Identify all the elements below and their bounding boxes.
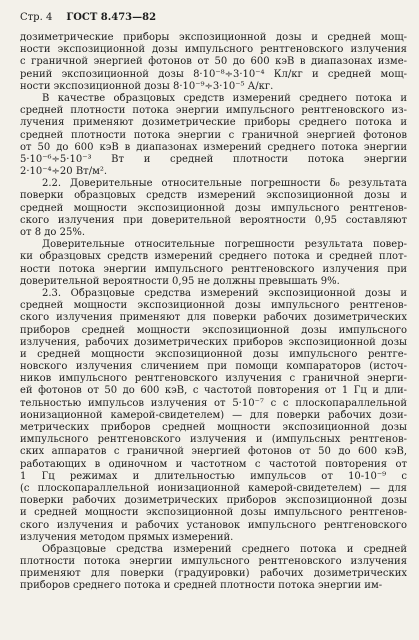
text-line: плотности потока энергии импульсного рентгеновского излучения: [20, 556, 407, 568]
text-line: тельностью импульсов излучения от 5·10⁻⁷ с с плоскопараллельной: [20, 397, 407, 409]
text-line: ников импульсного рентгеновского излучения с граничной энерги-: [20, 373, 407, 385]
text-line: средней мощности экспозиционной дозы импульсного рентгенов-: [20, 202, 407, 214]
text-line: приборов среднего потока и средней плотности потока энергии им-: [20, 580, 383, 592]
text-line: ности потока энергии импульсного рентгеновского излучения при: [20, 263, 407, 275]
text-line: ского излучения и рабочих установок импульсного рентгеновского: [20, 519, 407, 531]
text-line: В качестве образцовых средств измерений среднего потока и: [42, 92, 407, 104]
text-line: применяют для поверки (градуировки) рабочих дозиметрических: [20, 568, 407, 580]
paragraph: [20, 544, 407, 593]
paragraph: [20, 32, 407, 93]
text-line: 2.3. Образцовые средства измерений экспозиционной дозы и: [42, 287, 407, 299]
text-line: ского излучения при доверительной вероятности 0,95 составляют: [20, 214, 407, 226]
paragraph: [20, 93, 407, 178]
text-line: Доверительные относительные погрешности результата повер-: [42, 239, 407, 251]
text-line: ности экспозиционной дозы импульсного рентгеновского излучения: [20, 44, 407, 56]
page-header: [20, 12, 407, 24]
text-line: излучения, рабочих дозиметрических приборов экспозиционной дозы: [20, 336, 407, 348]
text-line: средней мощности экспозиционной дозы импульсного рентгенов-: [20, 300, 407, 312]
text-line: Образцовые средства измерений среднего потока и средней: [42, 543, 407, 555]
paragraph: [20, 178, 407, 239]
text-line: ей фотонов от 50 до 600 кэВ, с частотой повторения от 1 Гц и дли-: [20, 385, 407, 397]
text-line: рений экспозиционной дозы 8·10⁻⁸÷3·10⁻⁴ Кл/кг и средней мощ-: [20, 68, 407, 80]
document-body: [20, 32, 407, 593]
text-line: лучения применяют дозиметрические приборы среднего потока и: [20, 117, 407, 129]
text-line: 5·10⁻⁶÷5·10⁻³ Вт и средней плотности потока энергии: [20, 153, 407, 165]
text-line: ских аппаратов с граничной энергией фотонов от 50 до 600 кэВ,: [20, 446, 407, 458]
text-line: и средней мощности экспозиционной дозы импульсного рентгенов-: [20, 507, 407, 519]
text-line: импульсного рентгеновского излучения и (импульсных рентгенов-: [20, 434, 407, 446]
text-line: ки образцовых средств измерений среднего потока и средней плот-: [20, 251, 407, 263]
page-number-label: Стр. 4: [20, 12, 53, 23]
text-line: (с плоскопараллельной ионизационной камерой-свидетелем) — для: [20, 482, 407, 494]
text-line: от 50 до 600 кэВ в диапазонах измерений среднего потока энергии: [20, 141, 407, 153]
text-line: излучения методом прямых измерений.: [20, 531, 234, 543]
text-line: средней плотности потока энергии импульсного рентгеновского из-: [20, 105, 407, 117]
standard-designation: ГОСТ 8.473—82: [66, 12, 157, 23]
text-line: новского излучения сличением при помощи компараторов (источ-: [20, 361, 407, 373]
paragraph: [20, 239, 407, 288]
text-line: и средней мощности экспозиционной дозы импульсного рентге-: [20, 348, 407, 360]
text-line: ского излучения применяют для поверки рабочих дозиметрических: [20, 312, 407, 324]
text-line: 2.2. Доверительные относительные погрешности δ₀ результата: [42, 178, 407, 190]
text-line: дозиметрические приборы экспозиционной дозы и средней мощ-: [20, 32, 407, 43]
text-line: поверки рабочих дозиметрических приборов экспозиционной дозы: [20, 495, 407, 507]
text-line: поверки образцовых средств измерений экспозиционной дозы и: [20, 190, 407, 202]
text-line: 1 Гц режимах и длительностью импульсов от 10-10⁻⁹ с: [20, 470, 407, 482]
paragraph: [20, 288, 407, 544]
text-line: от 8 до 25%.: [20, 227, 86, 238]
text-line: ионизационной камерой-свидетелем) — для поверки рабочих дози-: [20, 409, 407, 421]
text-line: с граничной энергией фотонов от 50 до 600 кэВ в диапазонах изме-: [20, 56, 407, 68]
text-line: средней плотности потока энергии с граничной энергией фотонов: [20, 129, 407, 141]
text-line: приборов средней мощности экспозиционной дозы импульсного: [20, 324, 407, 336]
text-line: метрических приборов средней мощности экспозиционной дозы: [20, 422, 407, 433]
text-line: доверительной вероятности 0,95 не должны превышать 9%.: [20, 275, 340, 287]
text-line: 2·10⁻⁴÷20 Вт/м².: [20, 166, 108, 178]
text-line: ности экспозиционной дозы 8·10⁻⁹÷3·10⁻⁵ А/кг.: [20, 80, 274, 92]
text-line: работающих в одиночном и частотном с частотой повторения от: [20, 458, 407, 470]
